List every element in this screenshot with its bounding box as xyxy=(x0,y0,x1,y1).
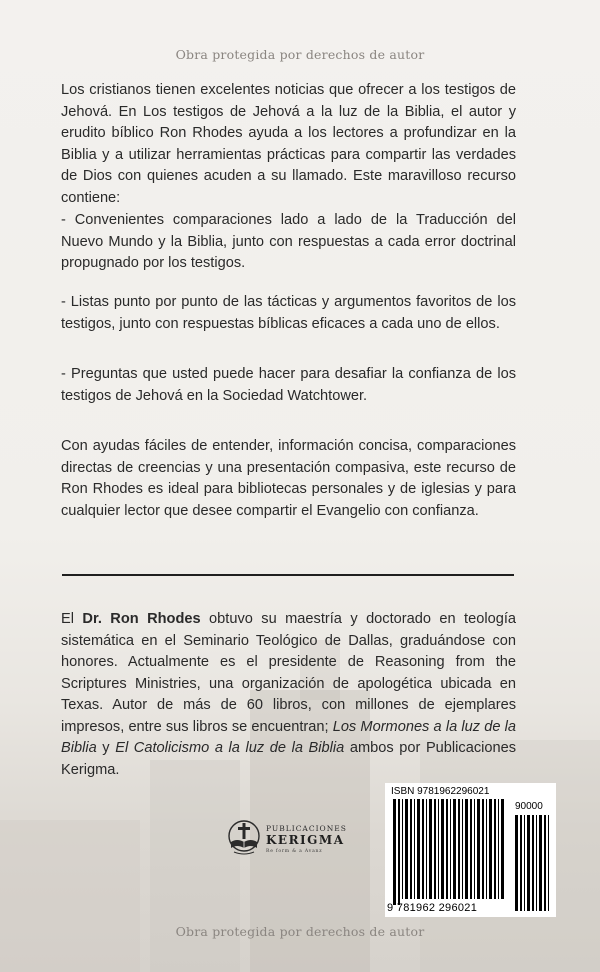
barcode-bar xyxy=(465,799,468,899)
barcode-bar xyxy=(489,799,492,899)
description-closing: Con ayudas fáciles de entender, información concisa, comparaciones directas de creencias y una presentación compasiva, este recurso de Ron Rhodes es ideal para bibliotecas personales y de iglesias y para cualquier lector que desee compartir el Evangelio con confianza. xyxy=(61,438,516,519)
barcode-bar xyxy=(453,799,456,899)
author-name: Dr. Ron Rhodes xyxy=(82,611,201,627)
barcode-bar xyxy=(520,815,522,911)
description-bullet: - Preguntas que usted puede hacer para desafiar la confianza de los testigos de Jehová en la Sociedad Watchtower. xyxy=(61,366,516,404)
author-bio-text: y xyxy=(96,740,116,756)
copyright-watermark-top: Obra protegida por derechos de autor xyxy=(175,47,425,62)
isbn-digits: 9 781962 296021 xyxy=(387,902,478,914)
isbn-label: ISBN 9781962296021 xyxy=(391,786,490,797)
publisher-name: KERIGMA xyxy=(266,833,345,847)
barcode-bar xyxy=(482,799,484,899)
barcode-bar xyxy=(524,815,525,911)
barcode-bar xyxy=(532,815,534,911)
barcode-bar xyxy=(441,799,444,899)
barcode-bar xyxy=(405,799,408,899)
section-divider xyxy=(62,574,514,576)
barcode-bar xyxy=(477,799,480,899)
barcode-bar xyxy=(410,799,412,899)
copyright-watermark-bottom: Obra protegida por derechos de autor xyxy=(175,924,425,939)
barcode-bar xyxy=(429,799,432,899)
barcode-bar xyxy=(426,799,427,899)
publisher-name-top: PUBLICACIONES xyxy=(266,824,347,833)
barcode-bar xyxy=(434,799,436,899)
description-intro: Los cristianos tienen excelentes noticias que ofrecer a los testigos de Jehová. En Los testigos de Jehová a la luz de la Biblia, el autor y erudito bíblico Ron Rhodes ayuda a los lectores a profundizar en la Biblia y a utilizar herramientas prácticas para compartir las verdades de Dios con quienes acuden a su llamado. Este maravilloso recurso contiene: xyxy=(61,82,516,206)
background-building xyxy=(150,760,240,972)
barcode-bars xyxy=(385,783,556,917)
barcode-bar xyxy=(470,799,472,899)
barcode-bar xyxy=(417,799,420,899)
barcode-bar xyxy=(398,799,400,905)
description-bullet: - Listas punto por punto de las tácticas y argumentos favoritos de los testigos, junto con respuestas bíblicas eficaces a cada uno de ellos. xyxy=(61,294,516,332)
publisher-tagline: Re form & a Avanz xyxy=(266,849,323,854)
isbn-barcode xyxy=(385,783,556,917)
barcode-bar xyxy=(494,799,496,899)
barcode-bar xyxy=(527,815,530,911)
barcode-bar xyxy=(515,815,518,911)
barcode-bar xyxy=(474,799,475,899)
publisher-logo xyxy=(226,818,346,862)
barcode-bar xyxy=(402,799,403,899)
barcode-bar xyxy=(501,799,504,899)
barcode-bar xyxy=(536,815,537,911)
background-building xyxy=(0,820,140,972)
barcode-bar xyxy=(446,799,448,899)
barcode-bar xyxy=(438,799,439,899)
barcode-bar xyxy=(458,799,460,899)
barcode-bar xyxy=(548,815,549,911)
barcode-bar xyxy=(486,799,487,899)
author-bio-text: ambos por Publicaciones Kerigma. xyxy=(61,740,517,778)
barcode-bar xyxy=(462,799,463,899)
barcode-bar xyxy=(544,815,546,911)
barcode-bar xyxy=(498,799,499,899)
author-bio-prefix: El xyxy=(61,611,83,627)
author-bio xyxy=(61,609,516,781)
barcode-bar xyxy=(422,799,424,899)
author-bio-text: obtuvo su maestría y doctorado en teología sistemática en el Seminario Teológico de Dallas, graduándose con honores. Actualmente es el presidente de Reasoning from the Scriptures Ministries, una organización de apologética ubicada en Texas. Autor de más de 60 libros, con millones de ejemplares impresos, entre sus libros se encuentran; xyxy=(61,611,516,735)
book-title: El Catolicismo a la luz de la Biblia xyxy=(115,740,345,756)
book-title: Los Mormones a la luz de la Biblia xyxy=(61,718,516,756)
description-bullet: - Convenientes comparaciones lado a lado de la Traducción del Nuevo Mundo y la Biblia, junto con respuestas a cada error doctrinal propugnado por los testigos. xyxy=(61,212,516,271)
open-book-cross-icon xyxy=(226,818,262,858)
barcode-bar xyxy=(414,799,415,899)
barcode-bar xyxy=(450,799,451,899)
barcode-bar xyxy=(539,815,542,911)
barcode-bar xyxy=(393,799,396,905)
price-code: 90000 xyxy=(515,801,543,812)
